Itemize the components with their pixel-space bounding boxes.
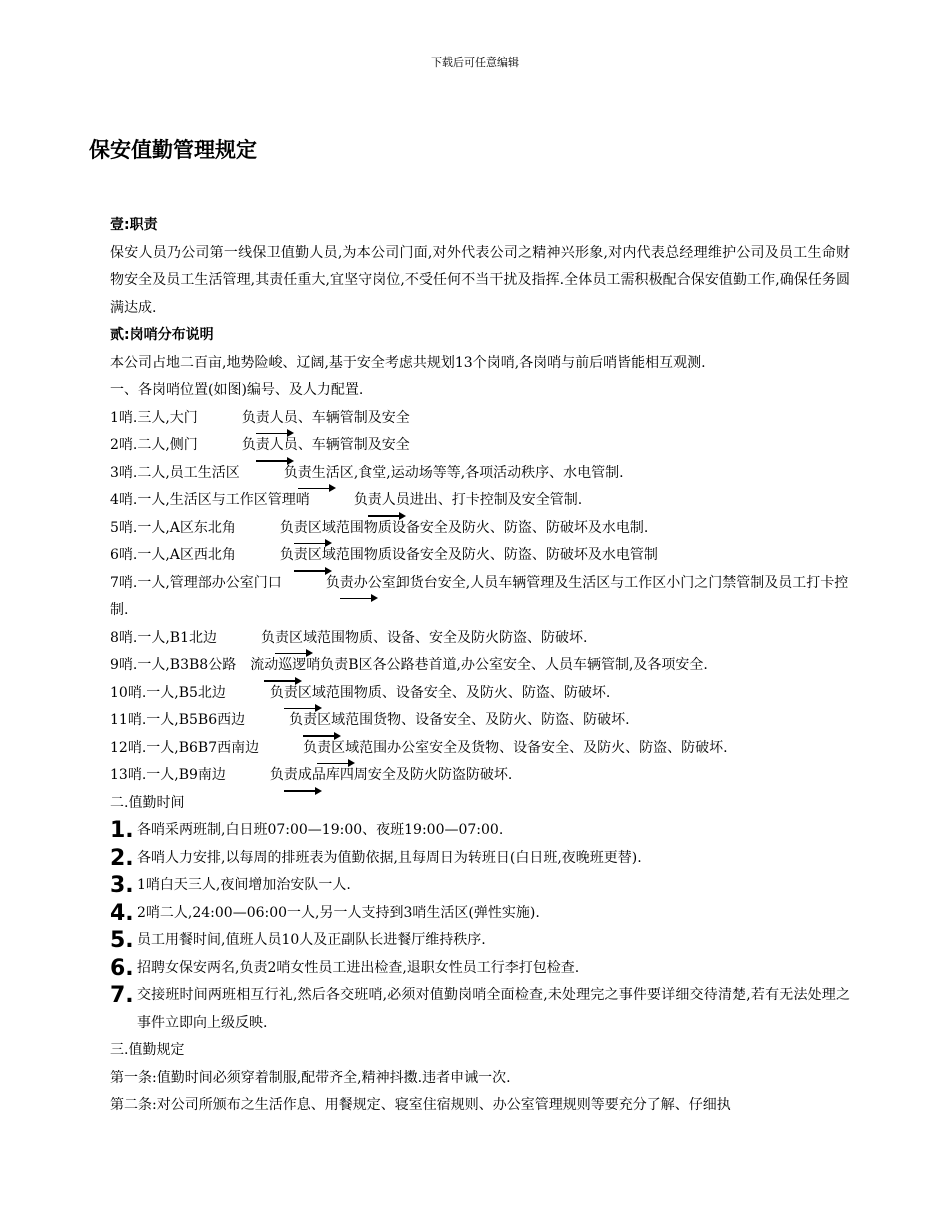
post-row [110, 487, 850, 515]
numbered-item [110, 955, 850, 983]
post-row [110, 432, 850, 460]
item-number: 3. [110, 873, 134, 898]
item-text: 招聘女保安两名,负责2哨女性员工进出检查,退职女性员工行李打包检查. [137, 959, 580, 976]
post-duty-lead: 流动巡逻哨 [250, 652, 320, 680]
post-row [110, 515, 850, 543]
arrow-icon [368, 515, 404, 517]
post-duty-detail: 办公室安全及货物、设备安全、及防火、防盗、防破坏. [387, 739, 728, 756]
numbered-item [110, 982, 850, 1037]
posts-intro: 本公司占地二百亩,地势险峻、辽阔,基于安全考虑共规划13个岗哨,各岗哨与前后哨皆能相互观测. [110, 354, 706, 371]
post-list [110, 405, 850, 790]
post-location: 9哨.一人,B3B8公路 [110, 657, 237, 673]
post-row [110, 625, 850, 653]
subheading-post-config: 一、各岗哨位置(如图)编号、及人力配置. [110, 382, 364, 398]
post-row [110, 460, 850, 488]
duties-paragraph: 保安人员乃公司第一线保卫值勤人员,为本公司门面,对外代表公司之精神兴形象,对内代表总经理维护公司及员工生命财物安全及员工生活管理,其责任重大,宜坚守岗位,不受任何不当干扰及指挥.全体员工需积极配合保安值勤工作,确保任务圆满达成. [110, 244, 850, 316]
post-duty-detail: 货物、设备安全、及防火、防盗、防破坏. [373, 712, 630, 728]
numbered-item [110, 872, 850, 900]
numbered-item [110, 900, 850, 928]
item-number: 5. [110, 928, 134, 953]
section-heading-duties: 壹:职责 [110, 217, 158, 233]
post-location: 11哨.一人,B5B6西边 [110, 712, 246, 728]
post-duty-detail: 四周安全及防火防盗防破坏. [339, 767, 513, 783]
subheading-duty-rules: 三.值勤规定 [110, 1042, 185, 1058]
document-body [110, 212, 850, 1120]
post-location: 5哨.一人,A区东北角 [110, 519, 236, 536]
post-duty-detail: 、车辆管制及安全 [297, 409, 410, 426]
post-row [110, 652, 850, 680]
post-location: 2哨.二人,侧门 [110, 437, 198, 453]
post-duty-lead: 负责区域范围 [303, 735, 387, 763]
post-location: 3哨.二人,员工生活区 [110, 464, 240, 481]
post-row [110, 542, 850, 570]
rule-item: 第一条:值勤时间必须穿着制服,配带齐全,精神抖擞.违者申诫一次. [110, 1069, 511, 1086]
post-duty-detail: 物质设备安全及防火、防盗、防破坏及水电制. [363, 519, 649, 536]
subheading-duty-time: 二.值勤时间 [110, 794, 185, 811]
post-row [110, 762, 850, 790]
post-location: 8哨.一人,B1北边 [110, 629, 218, 646]
page-header: 下载后可任意编辑 [431, 56, 519, 69]
item-text: 各哨人力安排,以每周的排班表为值勤依据,且每周日为转班日(白日班,夜晚班更替). [137, 849, 642, 866]
post-duty-lead: 负责区域范围 [280, 542, 364, 570]
post-duty-lead: 负责人员 [242, 432, 298, 460]
item-number: 7. [110, 983, 134, 1008]
arrow-icon [284, 790, 320, 792]
post-location: 1哨.三人,大门 [110, 409, 198, 426]
numbered-item [110, 845, 850, 873]
rule-item: 第二条:对公司所颁布之生活作息、用餐规定、寝室住宿规则、办公室管理规则等要充分了解、仔细执 [110, 1097, 731, 1113]
item-text: 交接班时间两班相互行礼,然后各交班哨,必须对值勤岗哨全面检查,未处理完之事件要详细交待清楚,若有无法处理之事件立即向上级反映. [137, 987, 850, 1031]
post-duty-lead: 负责成品库 [270, 762, 340, 790]
arrow-icon [340, 598, 376, 600]
item-number: 6. [110, 955, 134, 981]
post-row [110, 735, 850, 763]
item-text: 各哨采两班制,白日班07:00—19:00、夜班19:00—07:00. [137, 822, 504, 838]
post-duty-lead: 负责区域范围 [289, 707, 373, 735]
post-duty-detail: 、车辆管制及安全 [297, 437, 410, 453]
item-number: 2. [110, 845, 134, 871]
post-location: 6哨.一人,A区西北角 [110, 547, 236, 563]
post-row [110, 405, 850, 433]
post-location: 7哨.一人,管理部办公室门口 [110, 574, 282, 591]
item-number: 1. [110, 818, 134, 843]
post-duty-detail: 负责B区各公路巷首道,办公室安全、人员车辆管制,及各项安全. [320, 657, 708, 673]
document-title: 保安值勤管理规定 [89, 138, 257, 162]
numbered-item [110, 817, 850, 845]
item-text: 2哨二人,24:00—06:00一人,另一人支持到3哨生活区(弹性实施). [137, 904, 540, 921]
post-duty-detail: ,食堂,运动场等等,各项活动秩序、水电管制. [353, 464, 624, 481]
post-duty-detail: 卸货台安全,人员车辆管理及生活区与工作区小门之门禁管制及员工打卡控制. [110, 574, 849, 618]
post-row [110, 680, 850, 708]
post-duty-lead: 负责生活区 [284, 460, 354, 488]
arrow-icon [298, 488, 334, 490]
post-duty-lead: 负责办公室 [326, 570, 396, 598]
post-duty-detail: 物质、设备安全、及防火、防盗、防破坏. [353, 684, 611, 701]
duty-time-list [110, 817, 850, 1037]
post-location: 4哨.一人,生活区与工作区管理哨 [110, 492, 310, 508]
post-duty-detail: 、打卡控制及安全管制. [437, 492, 583, 508]
numbered-item [110, 927, 850, 955]
post-duty-lead: 负责人员 [242, 405, 298, 433]
post-duty-lead: 负责人员进出 [354, 487, 438, 515]
post-duty-lead: 负责区域范围 [280, 515, 364, 543]
post-duty-detail: 物质、设备、安全及防火防盗、防破坏. [345, 629, 588, 646]
item-text: 员工用餐时间,值班人员10人及正副队长进餐厅维持秩序. [137, 932, 486, 948]
post-duty-lead: 负责区域范围 [261, 625, 345, 653]
post-location: 10哨.一人,B5北边 [110, 684, 226, 701]
post-row [110, 570, 850, 625]
post-location: 13哨.一人,B9南边 [110, 767, 226, 783]
post-location: 12哨.一人,B6B7西南边 [110, 739, 260, 756]
item-text: 1哨白天三人,夜间增加治安队一人. [137, 877, 351, 893]
post-row [110, 707, 850, 735]
post-duty-lead: 负责区域范围 [270, 680, 354, 708]
section-heading-posts: 贰:岗哨分布说明 [110, 327, 214, 343]
post-duty-detail: 物质设备安全及防火、防盗、防破坏及水电管制 [363, 547, 658, 563]
item-number: 4. [110, 900, 134, 926]
arrow-icon [294, 570, 330, 572]
